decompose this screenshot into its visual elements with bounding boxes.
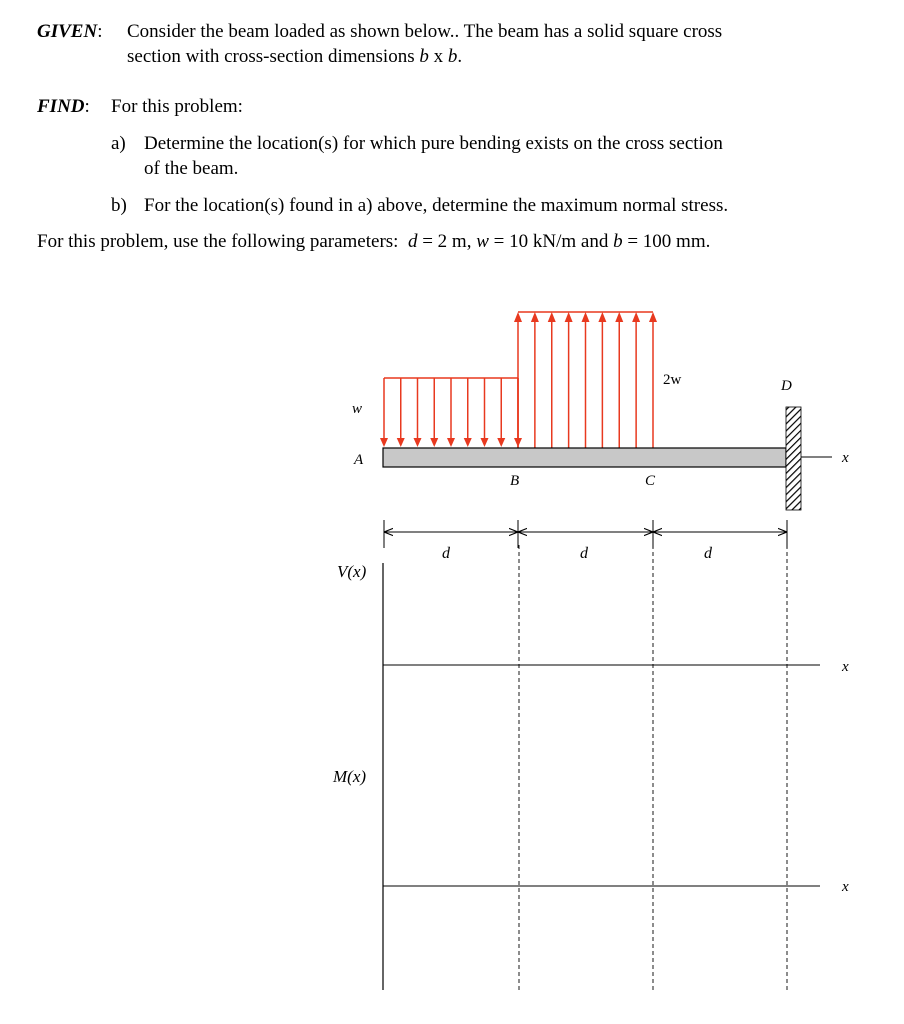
given-label: GIVEN bbox=[37, 21, 98, 42]
load-2w-arrowhead bbox=[632, 312, 640, 322]
moment-x-axis-label: x bbox=[842, 879, 849, 895]
load-2w-arrowhead bbox=[548, 312, 556, 322]
param-b-symbol: b bbox=[613, 231, 623, 252]
load-2w-label: 2w bbox=[663, 372, 682, 388]
shear-x-axis-label: x bbox=[842, 659, 849, 675]
point-c-label: C bbox=[645, 473, 656, 489]
load-w-arrowhead bbox=[464, 438, 472, 447]
item-a-line-2: of the beam. bbox=[144, 158, 239, 179]
load-w-label: w bbox=[352, 401, 363, 417]
load-w-arrowhead bbox=[481, 438, 489, 447]
param-w-symbol: w bbox=[476, 231, 489, 252]
load-2w-arrowhead bbox=[649, 312, 657, 322]
given-period: . bbox=[457, 46, 463, 67]
item-a-line-1: Determine the location(s) for which pure bending exists on the cross section bbox=[144, 133, 723, 154]
dim-label-1: d bbox=[442, 545, 450, 562]
moment-axis-label: M(x) bbox=[333, 767, 367, 786]
load-2w-arrowhead bbox=[582, 312, 590, 322]
given-b-symbol-1: b bbox=[419, 46, 429, 67]
load-w-arrowhead bbox=[497, 438, 505, 447]
given-colon: : bbox=[97, 21, 103, 42]
fixed-support-hatch bbox=[786, 407, 801, 510]
given-b-symbol-2: b bbox=[447, 46, 458, 67]
param-d-symbol: d bbox=[407, 231, 418, 252]
load-w-arrowhead bbox=[397, 438, 405, 447]
given-text-2-pre: section with cross-section dimensions bbox=[127, 46, 420, 67]
dim-label-3: d bbox=[704, 545, 712, 562]
param-b-value: = 100 mm. bbox=[622, 231, 711, 252]
shear-axis-label: V(x) bbox=[337, 562, 367, 581]
item-b-marker: b) bbox=[111, 195, 127, 216]
given-text-1: Consider the beam loaded as shown below.. The beam has a solid square cross bbox=[127, 21, 723, 42]
load-2w-arrowhead bbox=[598, 312, 606, 322]
param-d-value: = 2 m, bbox=[417, 231, 477, 252]
load-2w-arrows bbox=[514, 312, 657, 448]
item-b-line-1: For the location(s) found in a) above, determine the maximum normal stress. bbox=[144, 195, 729, 216]
load-2w-arrowhead bbox=[531, 312, 539, 322]
dimension-lines bbox=[384, 520, 787, 548]
beam bbox=[383, 448, 786, 467]
load-w-arrowhead bbox=[430, 438, 438, 447]
load-w-arrows bbox=[380, 378, 522, 447]
load-2w-arrowhead bbox=[615, 312, 623, 322]
param-w-value: = 10 kN/m and bbox=[488, 231, 614, 252]
given-x: x bbox=[428, 46, 448, 67]
dim-label-2: d bbox=[580, 545, 588, 562]
find-label: FIND bbox=[37, 96, 85, 117]
find-text: For this problem: bbox=[111, 96, 243, 117]
item-a-marker: a) bbox=[111, 133, 126, 154]
point-d-label: D bbox=[781, 378, 792, 394]
load-2w-arrowhead bbox=[514, 312, 522, 322]
point-a-label: A bbox=[354, 452, 364, 468]
find-colon: : bbox=[84, 96, 90, 117]
point-b-label: B bbox=[510, 473, 520, 489]
load-2w-distributed bbox=[514, 312, 657, 448]
load-w-arrowhead bbox=[414, 438, 422, 447]
load-w-arrowhead bbox=[447, 438, 455, 447]
load-w-distributed bbox=[380, 378, 522, 447]
load-2w-arrowhead bbox=[565, 312, 573, 322]
load-w-arrowhead bbox=[380, 438, 388, 447]
beam-x-axis-label: x bbox=[842, 450, 849, 466]
params-pre: For this problem, use the following parameters: bbox=[37, 231, 408, 252]
